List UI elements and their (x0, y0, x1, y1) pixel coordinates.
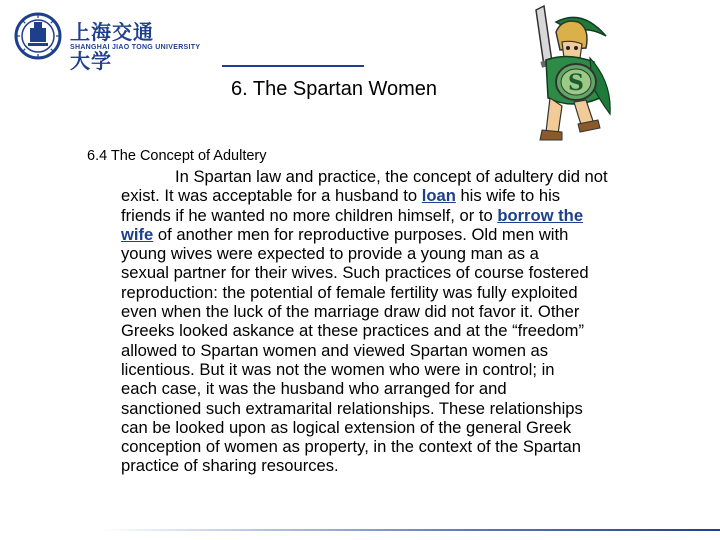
paragraph-line (121, 379, 689, 398)
paragraph-text: each case, it was the husband who arranged for and (121, 379, 507, 399)
svg-text:S: S (568, 70, 584, 96)
paragraph-line (121, 225, 689, 244)
paragraph-text: sanctioned such extramarital relationships. These relationships (121, 398, 583, 418)
paragraph-line (121, 186, 689, 205)
paragraph-line (121, 244, 689, 263)
paragraph-text: conception of women as property, in the context of the Spartan (121, 437, 581, 457)
paragraph-text: his wife to his (455, 186, 561, 206)
paragraph-line (121, 399, 689, 418)
paragraph-text: young wives were expected to provide a young man as a (121, 244, 539, 264)
paragraph-line (121, 302, 689, 321)
spartan-warrior-mascot-icon (516, 2, 612, 150)
paragraph-text: allowed to Spartan women and viewed Spartan women as (121, 340, 549, 360)
paragraph-text: licentious. But it was not the women who were in control; in (121, 359, 555, 379)
paragraph-line (121, 360, 689, 379)
paragraph-line (121, 437, 689, 456)
paragraph-text: of another men for reproductive purposes. Old men with (153, 224, 569, 244)
paragraph-line (121, 206, 689, 225)
slide-title: 6. The Spartan Women (231, 78, 438, 100)
paragraph-line (121, 283, 689, 302)
university-name-cn: 上海交通大学 (70, 20, 154, 73)
footer-rule (100, 529, 720, 531)
paragraph-text: reproduction: the potential of female fertility was fully exploited (121, 282, 578, 302)
body-paragraph (121, 167, 689, 476)
paragraph-line (121, 263, 689, 282)
paragraph-text: In Spartan law and practice, the concept of adultery did not (175, 167, 608, 186)
paragraph-text: even when the luck of the marriage draw did not favor it. Other (121, 302, 580, 322)
paragraph-text: practice of sharing resources. (121, 456, 339, 476)
paragraph-text: exist. It was acceptable for a husband to (121, 186, 422, 206)
paragraph-text: friends if he wanted no more children himself, or to (121, 205, 498, 225)
paragraph-text: Greeks looked askance at these practices and at the “freedom” (121, 321, 585, 341)
emphasized-term: borrow the (497, 205, 584, 225)
university-logo (14, 12, 201, 73)
emphasized-term: loan (421, 186, 456, 206)
paragraph-line (121, 456, 689, 475)
paragraph-line (121, 321, 689, 340)
paragraph-line (121, 167, 689, 186)
title-rule (222, 65, 364, 67)
paragraph-line (121, 341, 689, 360)
paragraph-line (121, 418, 689, 437)
sjtu-seal-icon (14, 12, 62, 60)
section-heading: 6.4 The Concept of Adultery (87, 148, 267, 164)
emphasized-term: wife (121, 224, 154, 244)
paragraph-text: can be looked upon as logical extension of the general Greek (121, 417, 572, 437)
university-name-en: SHANGHAI JIAO TONG UNIVERSITY (70, 44, 201, 51)
paragraph-text: sexual partner for their wives. Such practices of course fostered (121, 263, 589, 283)
